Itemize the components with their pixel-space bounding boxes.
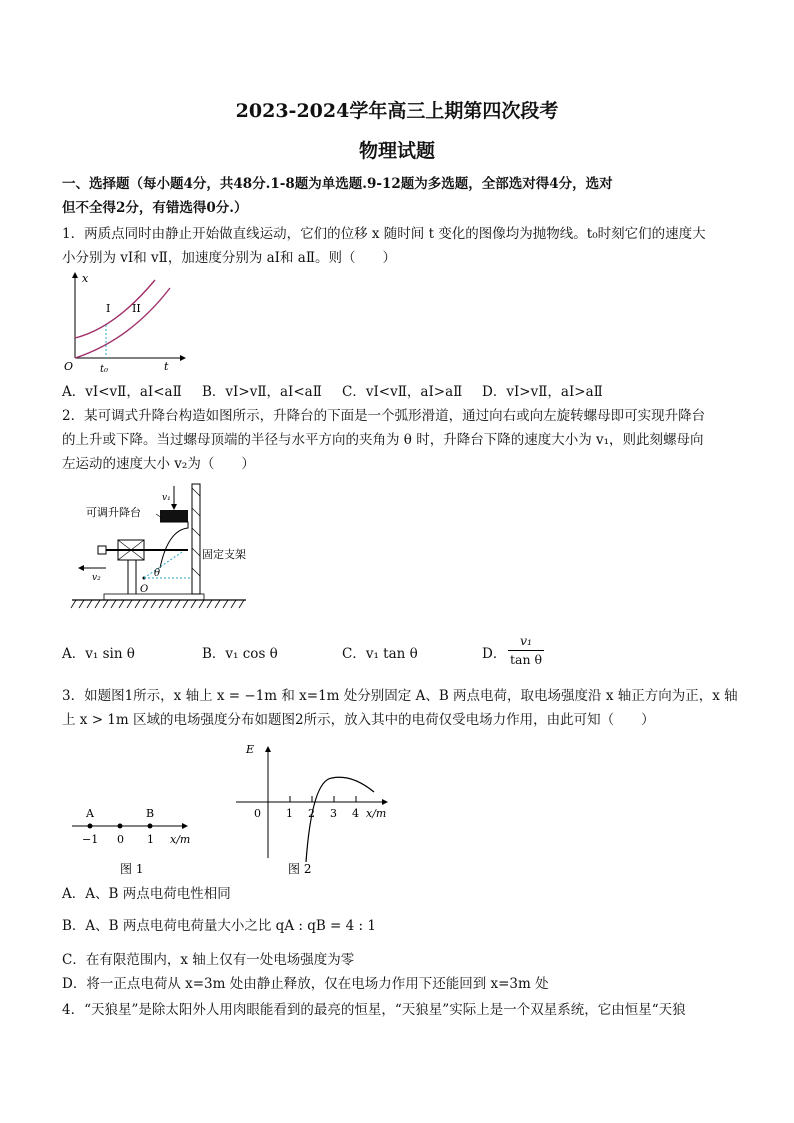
q3-fig2-tick-0: 0 — [254, 807, 261, 820]
q3-option-b: B．A、B 两点电荷电荷量大小之比 qA : qB = 4 : 1 — [62, 918, 376, 934]
q3-figure-2 — [232, 740, 402, 880]
q3-fig2-y-label: E — [246, 743, 255, 756]
q2-platform — [160, 510, 188, 522]
q3-text-line1: 3．如题图1所示，x 轴上 x = −1m 和 x=1m 处分别固定 A、B 两点电荷，取电场强度沿 x 轴正方向为正，x 轴 — [62, 688, 738, 704]
q3-fig1-caption: 图 1 — [120, 862, 144, 876]
q1-curve-1 — [75, 280, 155, 338]
q1-y-label: x — [82, 272, 89, 285]
section-heading-line1: 一、选择题（每小题4分，共48分.1-8题为单选题.9-12题为多选题，全部选对得4分，选对 — [62, 176, 613, 192]
q1-graph — [60, 270, 190, 375]
q1-curve-2 — [75, 288, 170, 358]
q2-text-line2: 的上升或下降。当过螺母顶端的半径与水平方向的夹角为 θ 时，升降台下降的速度大小为 v₁，则此刻螺母向 — [62, 432, 704, 448]
q1-text-line1: 1．两质点同时由静止开始做直线运动，它们的位移 x 随时间 t 变化的图像均为抛物线。t₀时刻它们的速度大 — [62, 226, 706, 242]
q3-option-a: A．A、B 两点电荷电性相同 — [62, 886, 231, 902]
q3-fig1-label-b: B — [146, 807, 155, 820]
q2-option-a: A．v₁ sin θ — [62, 646, 135, 662]
q3-fig1-axis-label: x/m — [170, 833, 191, 846]
q1-x-label: t — [164, 360, 169, 373]
q3-fig2-tick-1: 1 — [286, 807, 293, 820]
q3-fig2-caption: 图 2 — [288, 862, 312, 876]
q3-figure-1 — [66, 800, 206, 880]
q2-platform-label: 可调升降台 — [86, 506, 141, 519]
q2-v2-label: v₂ — [92, 573, 101, 583]
q2-option-c: C．v₁ tan θ — [342, 646, 418, 662]
q3-text-line2: 上 x > 1m 区域的电场强度分布如题图2所示，放入其中的电荷仅受电场力作用，由此可知（ ） — [62, 712, 655, 728]
q3-fig2-tick-2: 2 — [308, 807, 315, 820]
q2-origin: O — [140, 584, 149, 595]
q2-text-line3: 左运动的速度大小 v₂为（ ） — [62, 456, 255, 472]
q3-option-c: C．在有限范围内，x 轴上仅有一处电场强度为零 — [62, 952, 355, 968]
q3-fig1-label-a: A — [86, 807, 94, 820]
q1-option-b: B．vⅠ>vⅡ，aⅠ<aⅡ — [202, 384, 322, 400]
q3-fig1-tick-0: 0 — [117, 833, 124, 846]
q3-fig2-tick-4: 4 — [352, 807, 359, 820]
q1-origin: O — [64, 360, 74, 373]
q2-v1-label: v₁ — [162, 493, 171, 503]
q2-option-d: D． — [482, 646, 507, 662]
q3-fig2-axis-label: x/m — [366, 807, 387, 820]
q1-curve-1-label: I — [106, 302, 111, 315]
q2-figure — [70, 478, 250, 616]
section-heading-line2: 但不全得2分，有错选得0分.） — [62, 200, 248, 216]
page-title: 2023-2024学年高三上期第四次段考 — [235, 100, 559, 122]
page-subtitle: 物理试题 — [358, 140, 435, 162]
q3-fig1-tick-1: 1 — [147, 833, 154, 846]
q2-option-d-denominator: tan θ — [509, 652, 543, 667]
q1-option-d: D．vⅠ>vⅡ，aⅠ>aⅡ — [482, 384, 603, 400]
q2-option-d-numerator: v₁ — [508, 632, 544, 651]
q1-t0-label: t₀ — [100, 364, 109, 375]
q2-theta: θ — [154, 568, 161, 579]
q3-fig1-tick-neg1: −1 — [82, 833, 99, 846]
q1-curve-2-label: II — [132, 302, 141, 315]
q3-fig2-tick-3: 3 — [330, 807, 337, 820]
q3-fig2-curve — [306, 777, 374, 862]
q2-option-b: B．v₁ cos θ — [202, 646, 278, 662]
q2-option-d-fraction — [508, 632, 544, 669]
q2-text-line1: 2．某可调式升降台构造如图所示，升降台的下面是一个弧形滑道，通过向右或向左旋转螺母即可实现升降台 — [62, 408, 706, 424]
q1-option-c: C．vⅠ<vⅡ，aⅠ>aⅡ — [342, 384, 463, 400]
q1-option-a: A．vⅠ<vⅡ，aⅠ<aⅡ — [62, 384, 182, 400]
q3-option-d: D．将一正点电荷从 x=3m 处由静止释放，仅在电场力作用下还能回到 x=3m 处 — [62, 976, 549, 992]
q2-support-label: 固定支架 — [202, 548, 246, 561]
q1-text-line2: 小分别为 vⅠ和 vⅡ，加速度分别为 aⅠ和 aⅡ。则（ ） — [62, 250, 397, 266]
q4-text-line1: 4．“天狼星”是除太阳外人用肉眼能看到的最亮的恒星，“天狼星”实际上是一个双星系统，它由恒星“天狼 — [62, 1002, 686, 1018]
